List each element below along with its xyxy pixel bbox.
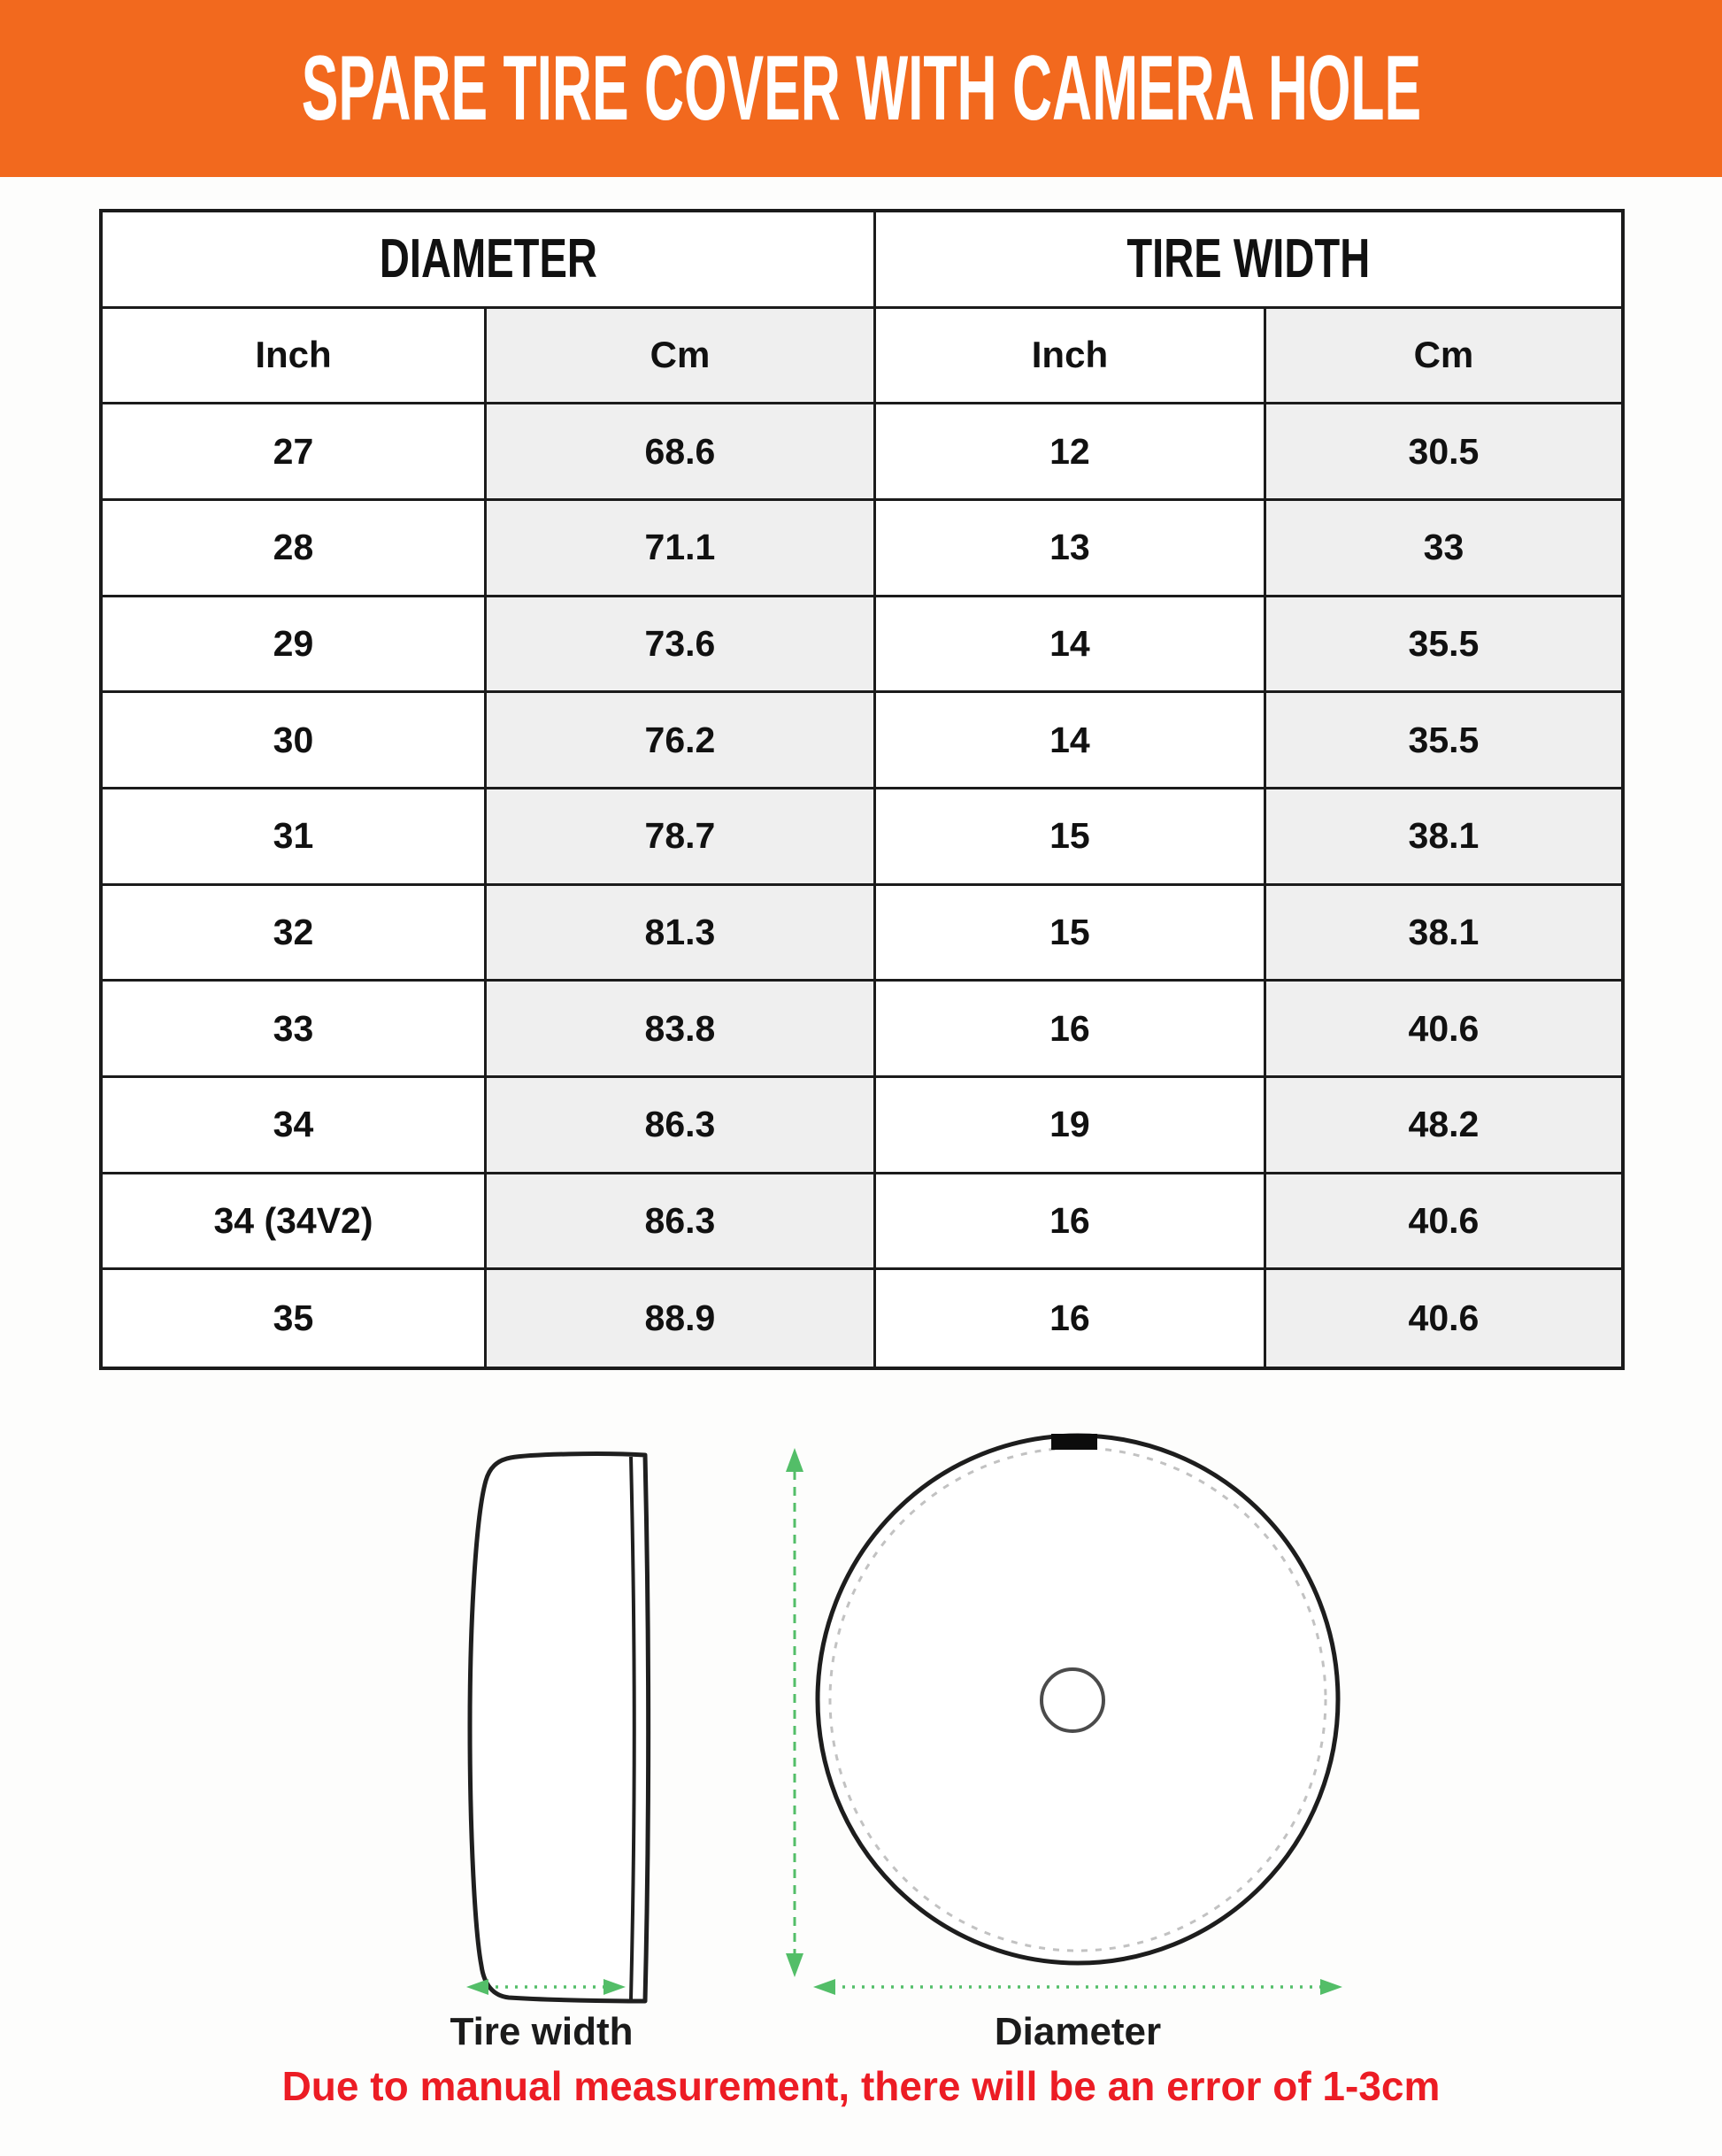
- table-cell: 40.6: [1266, 1270, 1621, 1367]
- table-cell: 15: [876, 886, 1266, 982]
- arrowhead-up: [786, 1448, 803, 1472]
- arrowhead-down: [786, 1953, 803, 1977]
- table-cell: 81.3: [487, 886, 876, 982]
- camera-hole: [1042, 1669, 1103, 1731]
- hanging-tab: [1051, 1434, 1097, 1450]
- page-title: SPARE TIRE COVER WITH CAMERA HOLE: [301, 37, 1421, 140]
- arrowhead-left: [466, 1979, 488, 1995]
- table-cell: 48.2: [1266, 1078, 1621, 1174]
- measurement-diagram: [0, 1416, 1722, 2053]
- table-cell: 28: [103, 501, 487, 597]
- table-cell: 86.3: [487, 1078, 876, 1174]
- subheader-diameter-cm: Cm: [487, 309, 876, 405]
- group-header-tire-width: [876, 212, 1621, 309]
- table-cell: 16: [876, 982, 1266, 1078]
- table-cell: 35.5: [1266, 597, 1621, 694]
- diameter-arrow: [813, 1979, 1342, 1995]
- table-cell: 38.1: [1266, 886, 1621, 982]
- height-arrow: [786, 1448, 803, 1977]
- table-cell: 33: [103, 982, 487, 1078]
- table-cell: 40.6: [1266, 1174, 1621, 1271]
- table-cell: 30: [103, 693, 487, 789]
- table-cell: 16: [876, 1174, 1266, 1271]
- table-cell: 14: [876, 693, 1266, 789]
- measurement-disclaimer: Due to manual measurement, there will be an error of 1-3cm: [281, 2063, 1441, 2109]
- table-cell: 32: [103, 886, 487, 982]
- table-cell: 16: [876, 1270, 1266, 1367]
- table-cell: 38.1: [1266, 789, 1621, 886]
- table-cell: 15: [876, 789, 1266, 886]
- size-table: [99, 209, 1625, 1370]
- tire-side-view: [470, 1454, 649, 2001]
- group-header-diameter: [103, 212, 876, 309]
- table-cell: 34: [103, 1078, 487, 1174]
- table-cell: 76.2: [487, 693, 876, 789]
- tire-front-view: [818, 1434, 1338, 1963]
- subheader-tirewidth-inch: Inch: [876, 309, 1266, 405]
- table-cell: 30.5: [1266, 404, 1621, 501]
- table-cell: 13: [876, 501, 1266, 597]
- table-cell: 35.5: [1266, 693, 1621, 789]
- arrowhead-right: [1320, 1979, 1342, 1995]
- table-cell: 34 (34V2): [103, 1174, 487, 1271]
- table-cell: 33: [1266, 501, 1621, 597]
- table-cell: 73.6: [487, 597, 876, 694]
- table-cell: 12: [876, 404, 1266, 501]
- table-cell: 19: [876, 1078, 1266, 1174]
- table-cell: 71.1: [487, 501, 876, 597]
- subheader-tirewidth-cm: Cm: [1266, 309, 1621, 405]
- table-cell: 27: [103, 404, 487, 501]
- table-cell: 14: [876, 597, 1266, 694]
- table-cell: 29: [103, 597, 487, 694]
- table-cell: 68.6: [487, 404, 876, 501]
- table-cell: 31: [103, 789, 487, 886]
- table-cell: 78.7: [487, 789, 876, 886]
- table-cell: 88.9: [487, 1270, 876, 1367]
- group-header-tire-width-label: TIRE WIDTH: [1126, 228, 1371, 290]
- banner: [0, 0, 1722, 177]
- table-cell: 83.8: [487, 982, 876, 1078]
- table-cell: 86.3: [487, 1174, 876, 1271]
- arrowhead-left: [813, 1979, 835, 1995]
- group-header-diameter-label: DIAMETER: [379, 228, 597, 290]
- table-cell: 40.6: [1266, 982, 1621, 1078]
- diameter-label: Diameter: [994, 2010, 1162, 2053]
- subheader-diameter-inch: Inch: [103, 309, 487, 405]
- tire-width-label: Tire width: [450, 2010, 634, 2053]
- table-cell: 35: [103, 1270, 487, 1367]
